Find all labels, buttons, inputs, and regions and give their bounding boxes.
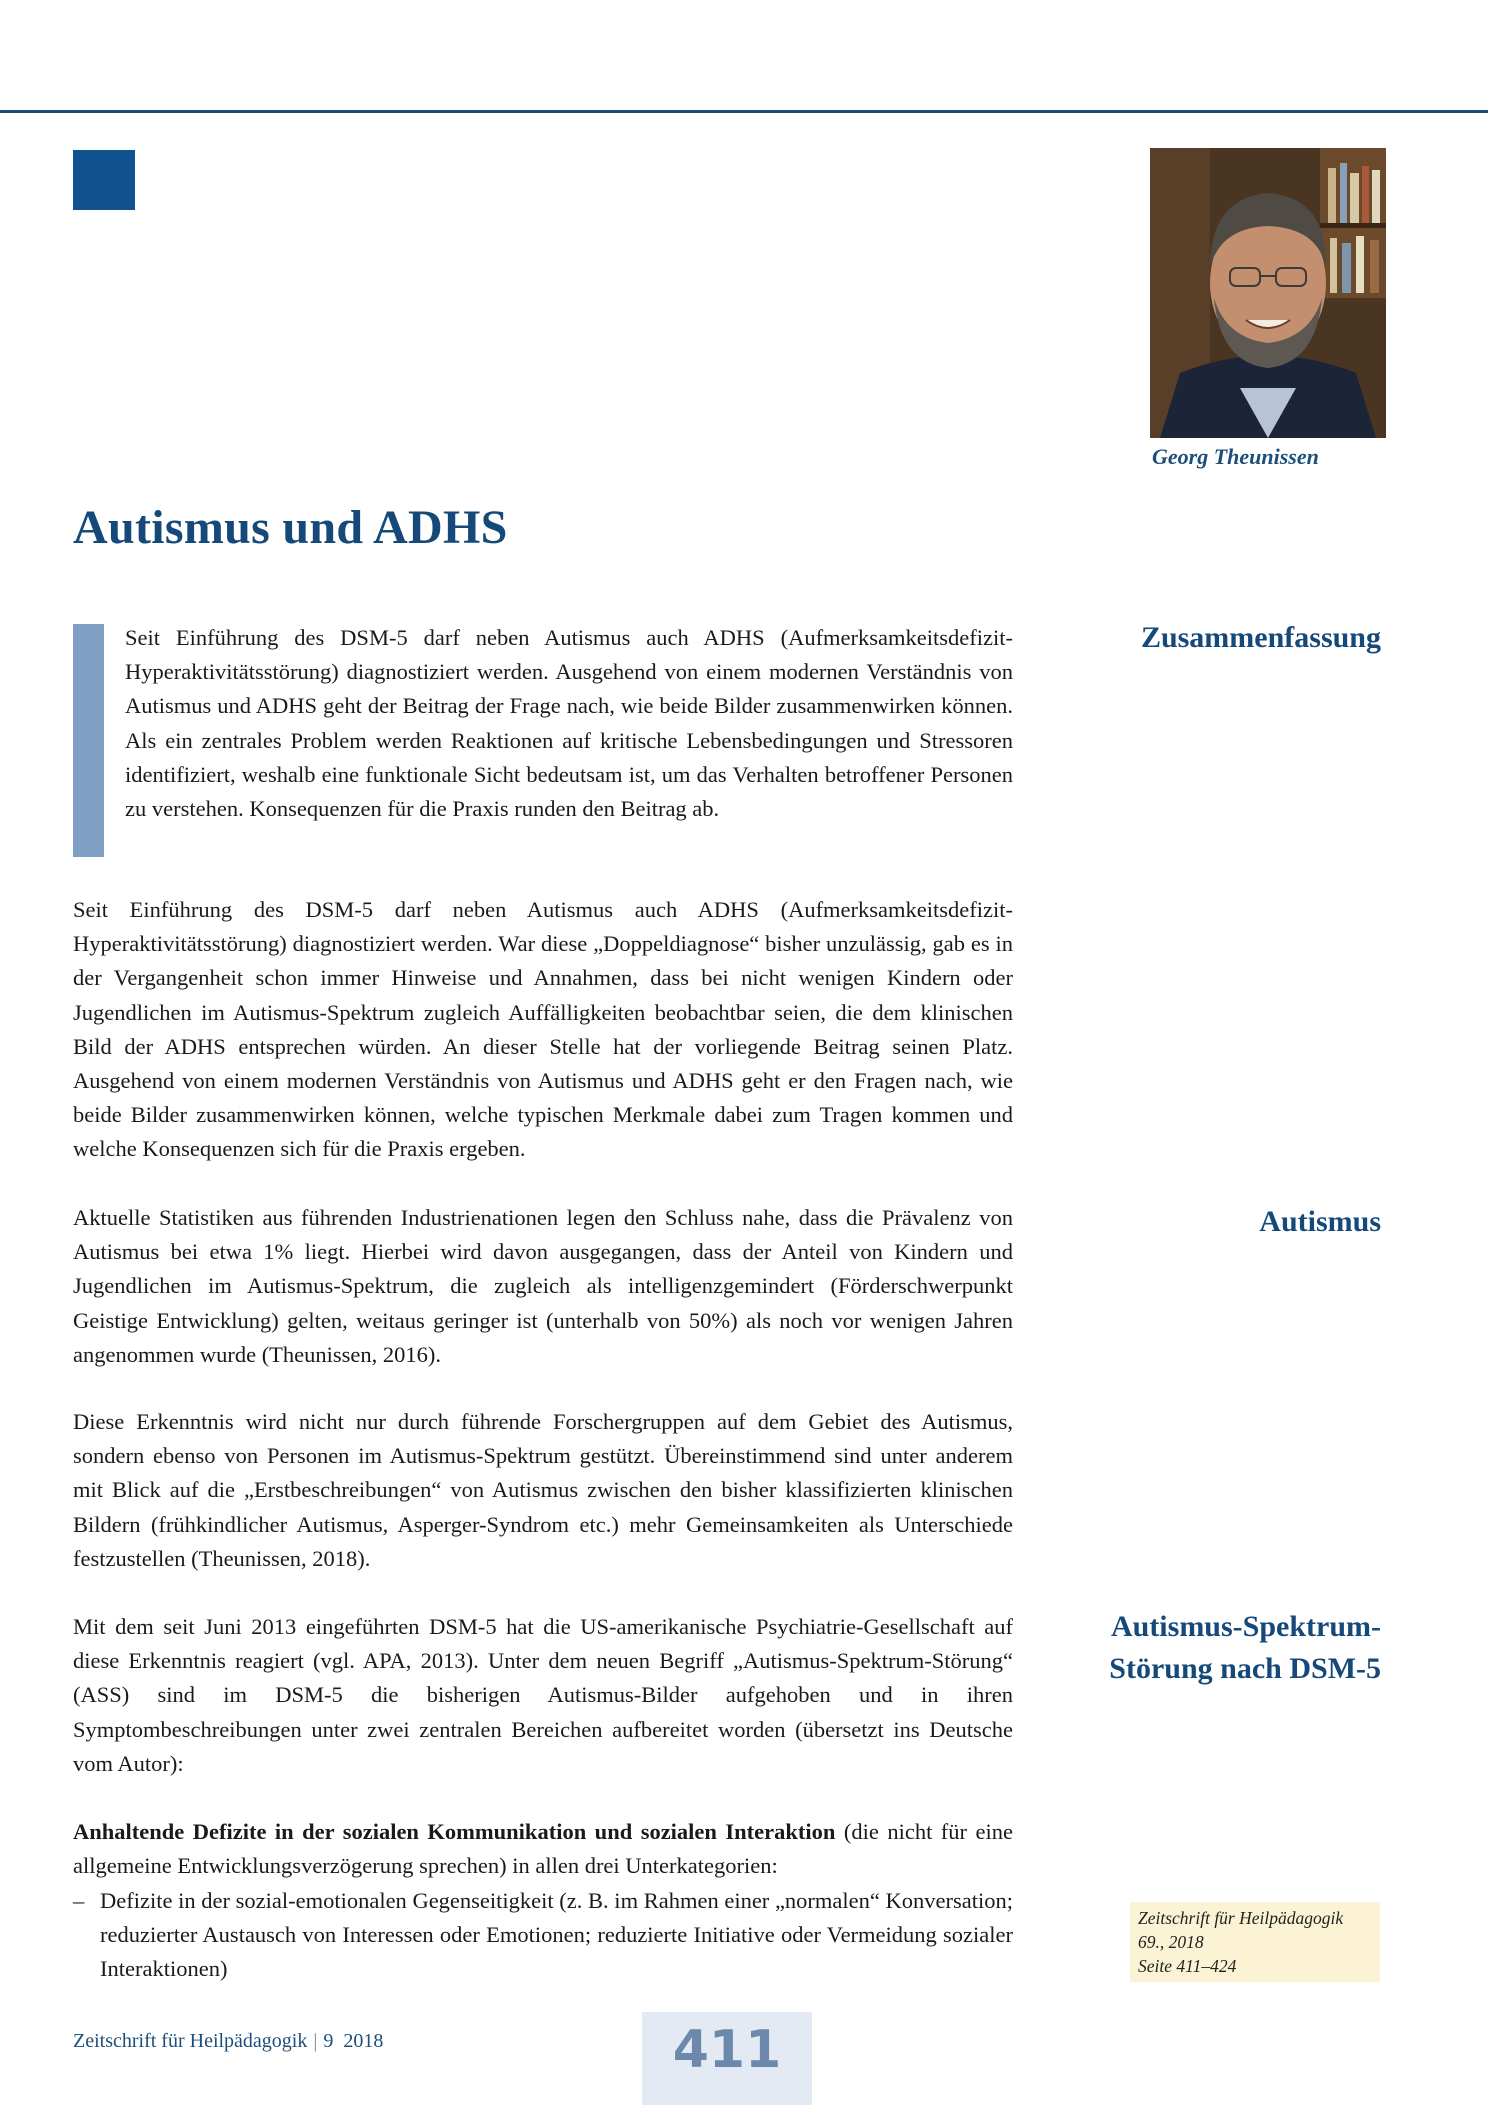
criteria-text: (die nicht für eine allgemeine Entwicklungsverzögerung sprechen) in allen drei Unterkategorien: (73, 1819, 1013, 1879)
footer-journal (73, 2030, 383, 2053)
ass-heading-line2: Störung nach DSM-5 (1109, 1652, 1381, 1685)
article-title: Autismus und ADHS (73, 501, 508, 554)
criteria-heading: Anhaltende Defizite in der sozialen Kommunikation und sozialen Interaktion (73, 1819, 836, 1844)
footer-separator: | (313, 2030, 318, 2052)
footer-journal-name: Zeitschrift für Heilpädagogik (73, 2030, 308, 2052)
body-paragraph-4: Mit dem seit Juni 2013 eingeführten DSM-5 hat die US-amerikanische Psychiatrie-Gesellschaft auf diese Erkenntnis reagiert (vgl. APA, 2013). Unter dem neuen Begriff „Autismus-Spektrum-Störung“ (ASS) sind im DSM-5 die bisherigen Autismus-Bilder aufgehoben und in ihren Symptombeschreibungen unter zwei zentralen Bereichen aufbereitet worden (übersetzt ins Deutsche vom Autor): (73, 1614, 1013, 1776)
footer-year: 2018 (343, 2030, 384, 2052)
journal-info-volume: 69., 2018 (1138, 1932, 1204, 1952)
body-paragraph-3: Diese Erkenntnis wird nicht nur durch führende Forschergruppen auf dem Gebiet des Autismus, sondern ebenso von Personen im Autismus-Spektrum gestützt. Übereinstimmend sind unter anderem mit Blick auf die „Erstbeschreibungen“ von Autismus zwischen den bisher klassifizierten klinischen Bildern (frühkindlicher Autismus, Asperger-Syndrom etc.) mehr Gemeinsamkeiten als Unterschiede festzustellen (Theunissen, 2018). (73, 1409, 1013, 1571)
bullet-dash: – (73, 1888, 85, 1913)
body-paragraph-2: Aktuelle Statistiken aus führenden Industrienationen legen den Schluss nahe, dass die Prävalenz von Autismus bei etwa 1% liegt. Hierbei wird davon ausgegangen, dass der Anteil von Kindern und Jugendlichen im Autismus-Spektrum, die zugleich als intelligenzgemindert (Förderschwerpunkt Geistige Entwicklung) gelten, weitaus geringer ist (unterhalb von 50%) als noch vor wenigen Jahren angenommen wurde (Theunissen, 2016). (73, 1205, 1013, 1367)
autism-heading: Autismus (1259, 1205, 1381, 1238)
bullet-text: Defizite in der sozial-emotionalen Gegenseitigkeit (z. B. im Rahmen einer „normalen“ Konversation; reduzierter Austausch von Interessen oder Emotionen; reduzierte Initiative oder Vermeidung sozialer Interaktionen) (100, 1888, 1013, 1982)
header-rule (0, 110, 1488, 113)
journal-info-name: Zeitschrift für Heilpädagogik (1138, 1908, 1344, 1928)
ass-heading (1109, 1606, 1381, 1690)
page-number: 411 (672, 2020, 782, 2080)
section-marker-square (73, 150, 135, 210)
body-paragraph-5 (73, 1815, 1013, 1883)
ass-heading-line1: Autismus-Spektrum- (1110, 1610, 1381, 1643)
abstract-bar (73, 624, 104, 857)
author-photo (1150, 148, 1386, 438)
summary-heading: Zusammenfassung (1140, 621, 1381, 654)
author-caption: Georg Theunissen (1152, 444, 1319, 469)
footer-issue: 9 (323, 2030, 334, 2052)
body-paragraph-1: Seit Einführung des DSM-5 darf neben Autismus auch ADHS (Aufmerksamkeitsdefizit-Hyperaktivitätsstörung) diagnostiziert werden. War diese „Doppeldiagnose“ bisher unzulässig, gab es in der Vergangenheit schon immer Hinweise und Annahmen, dass bei nicht wenigen Kindern oder Jugendlichen im Autismus-Spektrum zugleich Auffälligkeiten beobachtbar seien, die dem klinischen Bild der ADHS entsprechen würden. An dieser Stelle hat der vorliegende Beitrag seinen Platz. Ausgehend von einem modernen Verständnis von Autismus und ADHS geht er den Fragen nach, wie beide Bilder zusammenwirken können, welche typischen Merkmale dabei zum Tragen kommen und welche Konsequenzen sich für die Praxis ergeben. (73, 897, 1013, 1162)
abstract-text: Seit Einführung des DSM-5 darf neben Autismus auch ADHS (Aufmerksamkeitsdefizit-Hyperaktivitätsstörung) diagnostiziert werden. Ausgehend von einem modernen Verständnis von Autismus und ADHS geht der Beitrag der Frage nach, wie beide Bilder zusammenwirken können. Als ein zentrales Problem werden Reaktionen auf kritische Lebensbedingungen und Stressoren identifiziert, weshalb eine funktionale Sicht bedeutsam ist, um das Verhalten betroffener Personen zu verstehen. Konsequenzen für die Praxis runden den Beitrag ab. (125, 625, 1013, 822)
journal-info-box (1130, 1902, 1380, 1982)
journal-info-pages: Seite 411–424 (1138, 1956, 1237, 1976)
bullet-item-1 (73, 1884, 1013, 1987)
